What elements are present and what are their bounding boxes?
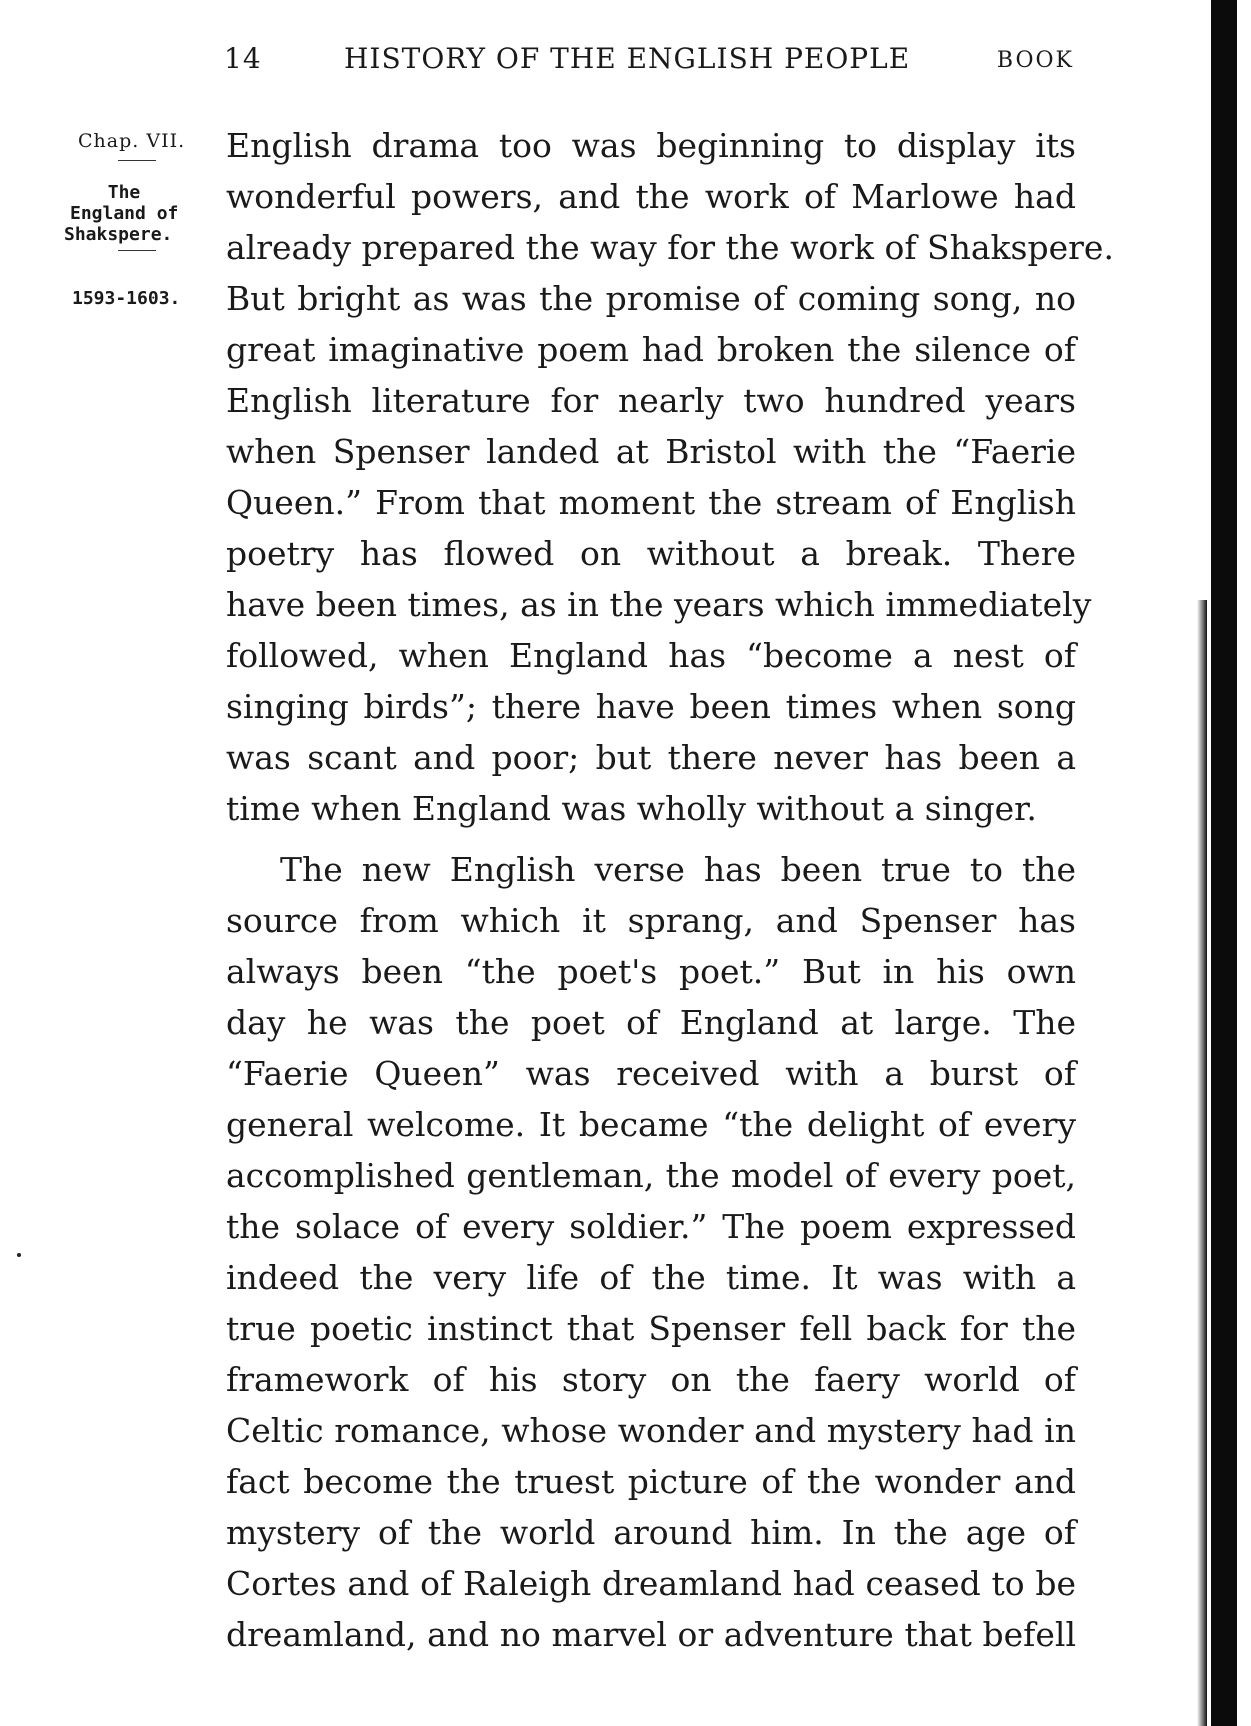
- text-line: But bright as was the promise of coming song, no: [226, 279, 1076, 318]
- margin-sidenote: [64, 182, 214, 245]
- text-line: indeed the very life of the time. It was with a: [226, 1258, 1076, 1297]
- chapter-label: Chap. VII.: [78, 130, 186, 152]
- text-line: true poetic instinct that Spenser fell back for the: [226, 1309, 1076, 1348]
- text-line: mystery of the world around him. In the age of: [226, 1513, 1076, 1552]
- text-line: wonderful powers, and the work of Marlowe had: [226, 177, 1076, 216]
- sidenote-line: The: [107, 182, 141, 203]
- margin-rule-bottom: [118, 250, 156, 251]
- text-line: English drama too was beginning to display its: [226, 126, 1076, 165]
- text-line: general welcome. It became “the delight of every: [226, 1105, 1076, 1144]
- text-line: already prepared the way for the work of Shakspere.: [226, 228, 1114, 267]
- text-line: singing birds”; there have been times when song: [226, 687, 1076, 726]
- text-line: day he was the poet of England at large. The: [226, 1003, 1076, 1042]
- text-line: was scant and poor; but there never has been a: [226, 738, 1076, 777]
- sidenote-line: Shakspere.: [64, 224, 173, 245]
- text-line: dreamland, and no marvel or adventure that befell: [226, 1615, 1076, 1654]
- text-line: Cortes and of Raleigh dreamland had ceased to be: [226, 1564, 1076, 1603]
- page-gutter-shadow: [1197, 600, 1207, 1726]
- text-line: when Spenser landed at Bristol with the “Faerie: [226, 432, 1076, 471]
- margin-rule-top: [118, 160, 156, 161]
- text-line: the solace of every soldier.” The poem expressed: [226, 1207, 1076, 1246]
- body-text: [226, 120, 1114, 1660]
- text-line: “Faerie Queen” was received with a burst of: [226, 1054, 1076, 1093]
- text-line: accomplished gentleman, the model of every poet,: [226, 1156, 1076, 1195]
- text-line: Queen.” From that moment the stream of English: [226, 483, 1076, 522]
- sidenote-line: England of: [70, 203, 179, 224]
- text-line: source from which it sprang, and Spenser has: [226, 901, 1076, 940]
- ink-speck: [17, 1253, 21, 1257]
- text-line: have been times, as in the years which immediately: [226, 585, 1092, 624]
- text-line: The new English verse has been true to the: [280, 850, 1076, 889]
- text-line: followed, when England has “become a nest of: [226, 636, 1076, 675]
- running-title: HISTORY OF THE ENGLISH PEOPLE: [344, 42, 911, 75]
- margin-dates: 1593-1603.: [72, 288, 181, 309]
- book-label: BOOK: [996, 48, 1074, 73]
- text-line: framework of his story on the faery world of: [226, 1360, 1076, 1399]
- text-line: always been “the poet's poet.” But in his own: [226, 952, 1076, 991]
- text-line: English literature for nearly two hundred years: [226, 381, 1076, 420]
- text-line: fact become the truest picture of the wonder and: [226, 1462, 1076, 1501]
- page-number: 14: [224, 42, 262, 75]
- text-line: poetry has flowed on without a break. There: [226, 534, 1076, 573]
- text-line: time when England was wholly without a singer.: [226, 789, 1037, 828]
- page-binding-edge: [1211, 0, 1237, 1726]
- text-line: great imaginative poem had broken the silence of: [226, 330, 1076, 369]
- text-line: Celtic romance, whose wonder and mystery had in: [226, 1411, 1076, 1450]
